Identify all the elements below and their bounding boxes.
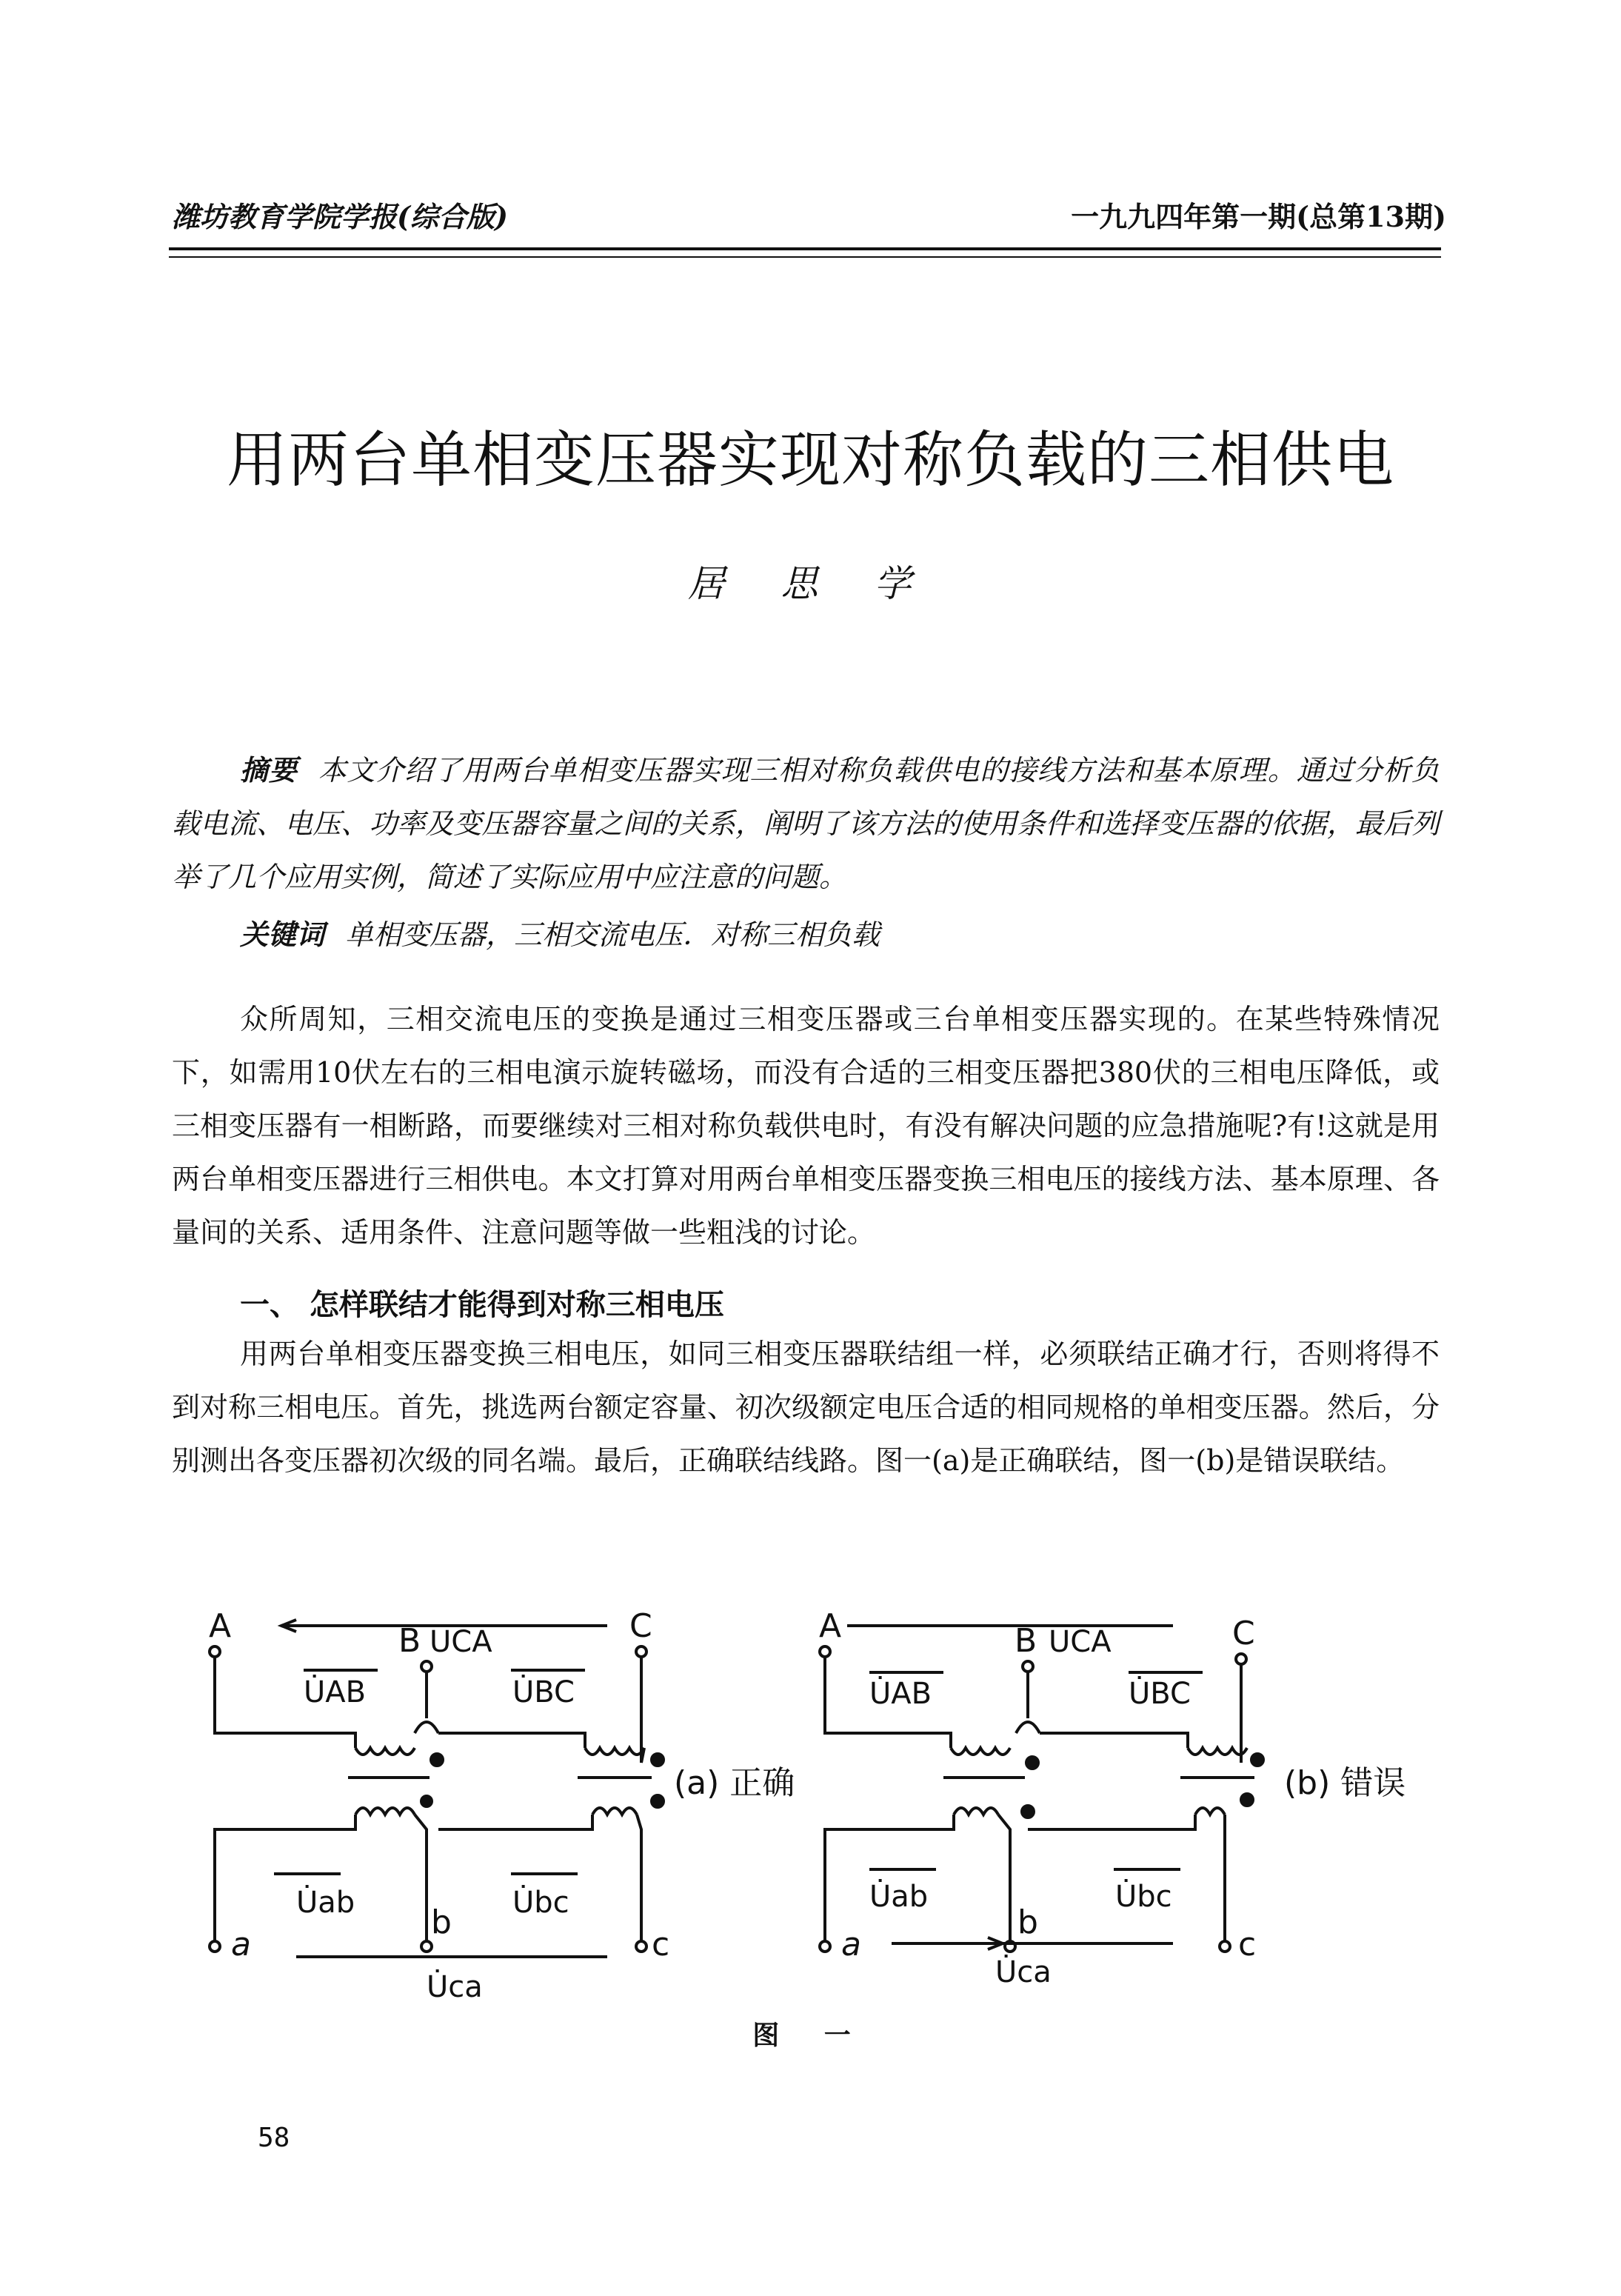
keywords-label: 关键词 <box>240 918 325 951</box>
wire-a <box>215 1815 355 1940</box>
header-rule-thick <box>169 247 1441 250</box>
label-c: c <box>652 1926 670 1963</box>
wire-a <box>825 1815 954 1940</box>
keywords-text: 单相变压器，三相交流电压．对称三相负载 <box>345 918 880 951</box>
wiring-figure <box>163 1592 1466 2007</box>
label-UCA: U̇CA <box>430 1625 492 1659</box>
t1-secondary-coil <box>355 1808 415 1815</box>
abstract-text: 本文介绍了用两台单相变压器实现三相对称负载供电的接线方法和基本原理。通过分析负载电流、电压、功率及变压器容量之间的关系，阐明了该方法的使用条件和选择变压器的依据，最后列举了几个应用实例，简述了实际应用中应注意的问题。 <box>172 754 1440 893</box>
t1-primary-coil <box>355 1748 415 1755</box>
diagram-a <box>209 1607 795 2004</box>
header-rule-thin <box>169 256 1441 258</box>
label-B: B <box>398 1622 421 1660</box>
terminal-A <box>820 1646 830 1657</box>
diagram-a-tag: (a) 正确 <box>674 1764 795 1802</box>
t1-primary-dot <box>431 1754 443 1766</box>
t1-primary-dot <box>1026 1757 1038 1769</box>
terminal-B <box>421 1661 432 1672</box>
terminal-A <box>210 1646 220 1657</box>
label-uca: U̇ca <box>427 1970 483 2004</box>
page-number: 58 <box>258 2123 290 2153</box>
label-UCA: U̇CA <box>1049 1625 1112 1659</box>
t2-primary-coil <box>1188 1748 1247 1755</box>
keywords <box>172 908 1440 961</box>
t1-secondary-dot <box>421 1796 432 1806</box>
label-uca: U̇ca <box>995 1955 1052 1989</box>
label-A: A <box>819 1607 842 1645</box>
terminal-b <box>421 1941 432 1952</box>
label-C: C <box>1232 1615 1255 1652</box>
wire-crossover-a1 <box>415 1722 438 1733</box>
label-ubc: U̇bc <box>1115 1880 1172 1914</box>
article-title: 用两台单相变压器实现对称负载的三相供电 <box>226 425 1394 495</box>
diagram-b <box>819 1607 1406 1989</box>
wire-b-to-t2 <box>1028 1815 1195 1829</box>
diagram-b-tag: (b) 错误 <box>1284 1764 1406 1802</box>
label-a: a <box>841 1926 861 1963</box>
terminal-C <box>636 1646 646 1657</box>
wire-b-to-t2 <box>438 1815 592 1829</box>
t2-secondary-dot <box>652 1795 664 1807</box>
terminal-a <box>210 1941 220 1952</box>
wire-B-to-T2 <box>438 1733 585 1748</box>
label-c: c <box>1238 1926 1257 1963</box>
terminal-c <box>636 1941 646 1952</box>
terminal-B <box>1023 1661 1033 1672</box>
terminal-C <box>1236 1654 1246 1664</box>
body-paragraph-1: 众所周知，三相交流电压的变换是通过三相变压器或三台单相变压器实现的。在某些特殊情况下，如需用10伏左右的三相电演示旋转磁场，而没有合适的三相变压器把380伏的三相电压降低，或三相变压器有一相断路，而要继续对三相对称负载供电时，有没有解决问题的应急措施呢?有!这就是用两台单相变压器进行三相供电。本文打算对用两台单相变压器变换三相电压的接线方法、基本原理、各量间的关系、适用条件、注意问题等做一些粗浅的讨论。 <box>172 1003 1440 1249</box>
t1-secondary-coil <box>954 1808 998 1815</box>
label-uab: U̇ab <box>296 1886 355 1920</box>
t1-primary-coil <box>951 1748 1010 1755</box>
wire-b <box>998 1815 1010 1940</box>
abstract <box>172 744 1440 904</box>
abstract-label: 摘要 <box>240 754 298 787</box>
label-UBC: U̇BC <box>512 1675 575 1709</box>
body-paragraph-2: 用两台单相变压器变换三相电压，如同三相变压器联结组一样，必须联结正确才行，否则将得不到对称三相电压。首先，挑选两台额定容量、初次级额定电压合适的相同规格的单相变压器。然后，分别测出各变压器初次级的同名端。最后，正确联结线路。图一(a)是正确联结，图一(b)是错误联结。 <box>172 1338 1440 1477</box>
label-b: b <box>1017 1903 1038 1941</box>
t2-primary-dot <box>1251 1754 1263 1766</box>
wire-B-to-T2 <box>1040 1733 1188 1748</box>
t2-primary-dot <box>652 1754 664 1766</box>
label-UAB: U̇AB <box>869 1677 932 1711</box>
journal-name: 潍坊教育学院学报(综合版) <box>172 200 508 233</box>
label-a: a <box>231 1926 251 1963</box>
label-A: A <box>209 1607 232 1645</box>
wire-b <box>415 1815 427 1940</box>
label-b: b <box>431 1903 452 1941</box>
t2-secondary-dot <box>1241 1794 1253 1806</box>
t2-secondary-coil <box>1195 1808 1225 1815</box>
t2-secondary-coil <box>592 1808 637 1815</box>
wire-c <box>637 1815 641 1940</box>
label-ubc: U̇bc <box>512 1886 569 1920</box>
t2-primary-coil <box>585 1748 644 1755</box>
section-heading-1: 一、 怎样联结才能得到对称三相电压 <box>240 1288 724 1322</box>
terminal-c <box>1220 1941 1230 1952</box>
issue-info: 一九九四年第一期(总第13期) <box>1071 200 1446 233</box>
label-C: C <box>629 1607 652 1645</box>
wire-crossover-b1 <box>1016 1722 1040 1733</box>
t1-secondary-dot <box>1022 1806 1034 1818</box>
label-B: B <box>1015 1622 1037 1660</box>
author-name: 居 思 学 <box>687 562 934 605</box>
label-UBC: U̇BC <box>1129 1677 1191 1711</box>
label-uab: U̇ab <box>869 1880 929 1914</box>
terminal-a <box>820 1941 830 1952</box>
label-UAB: U̇AB <box>304 1675 367 1709</box>
figure-caption: 图 一 <box>752 2020 869 2051</box>
